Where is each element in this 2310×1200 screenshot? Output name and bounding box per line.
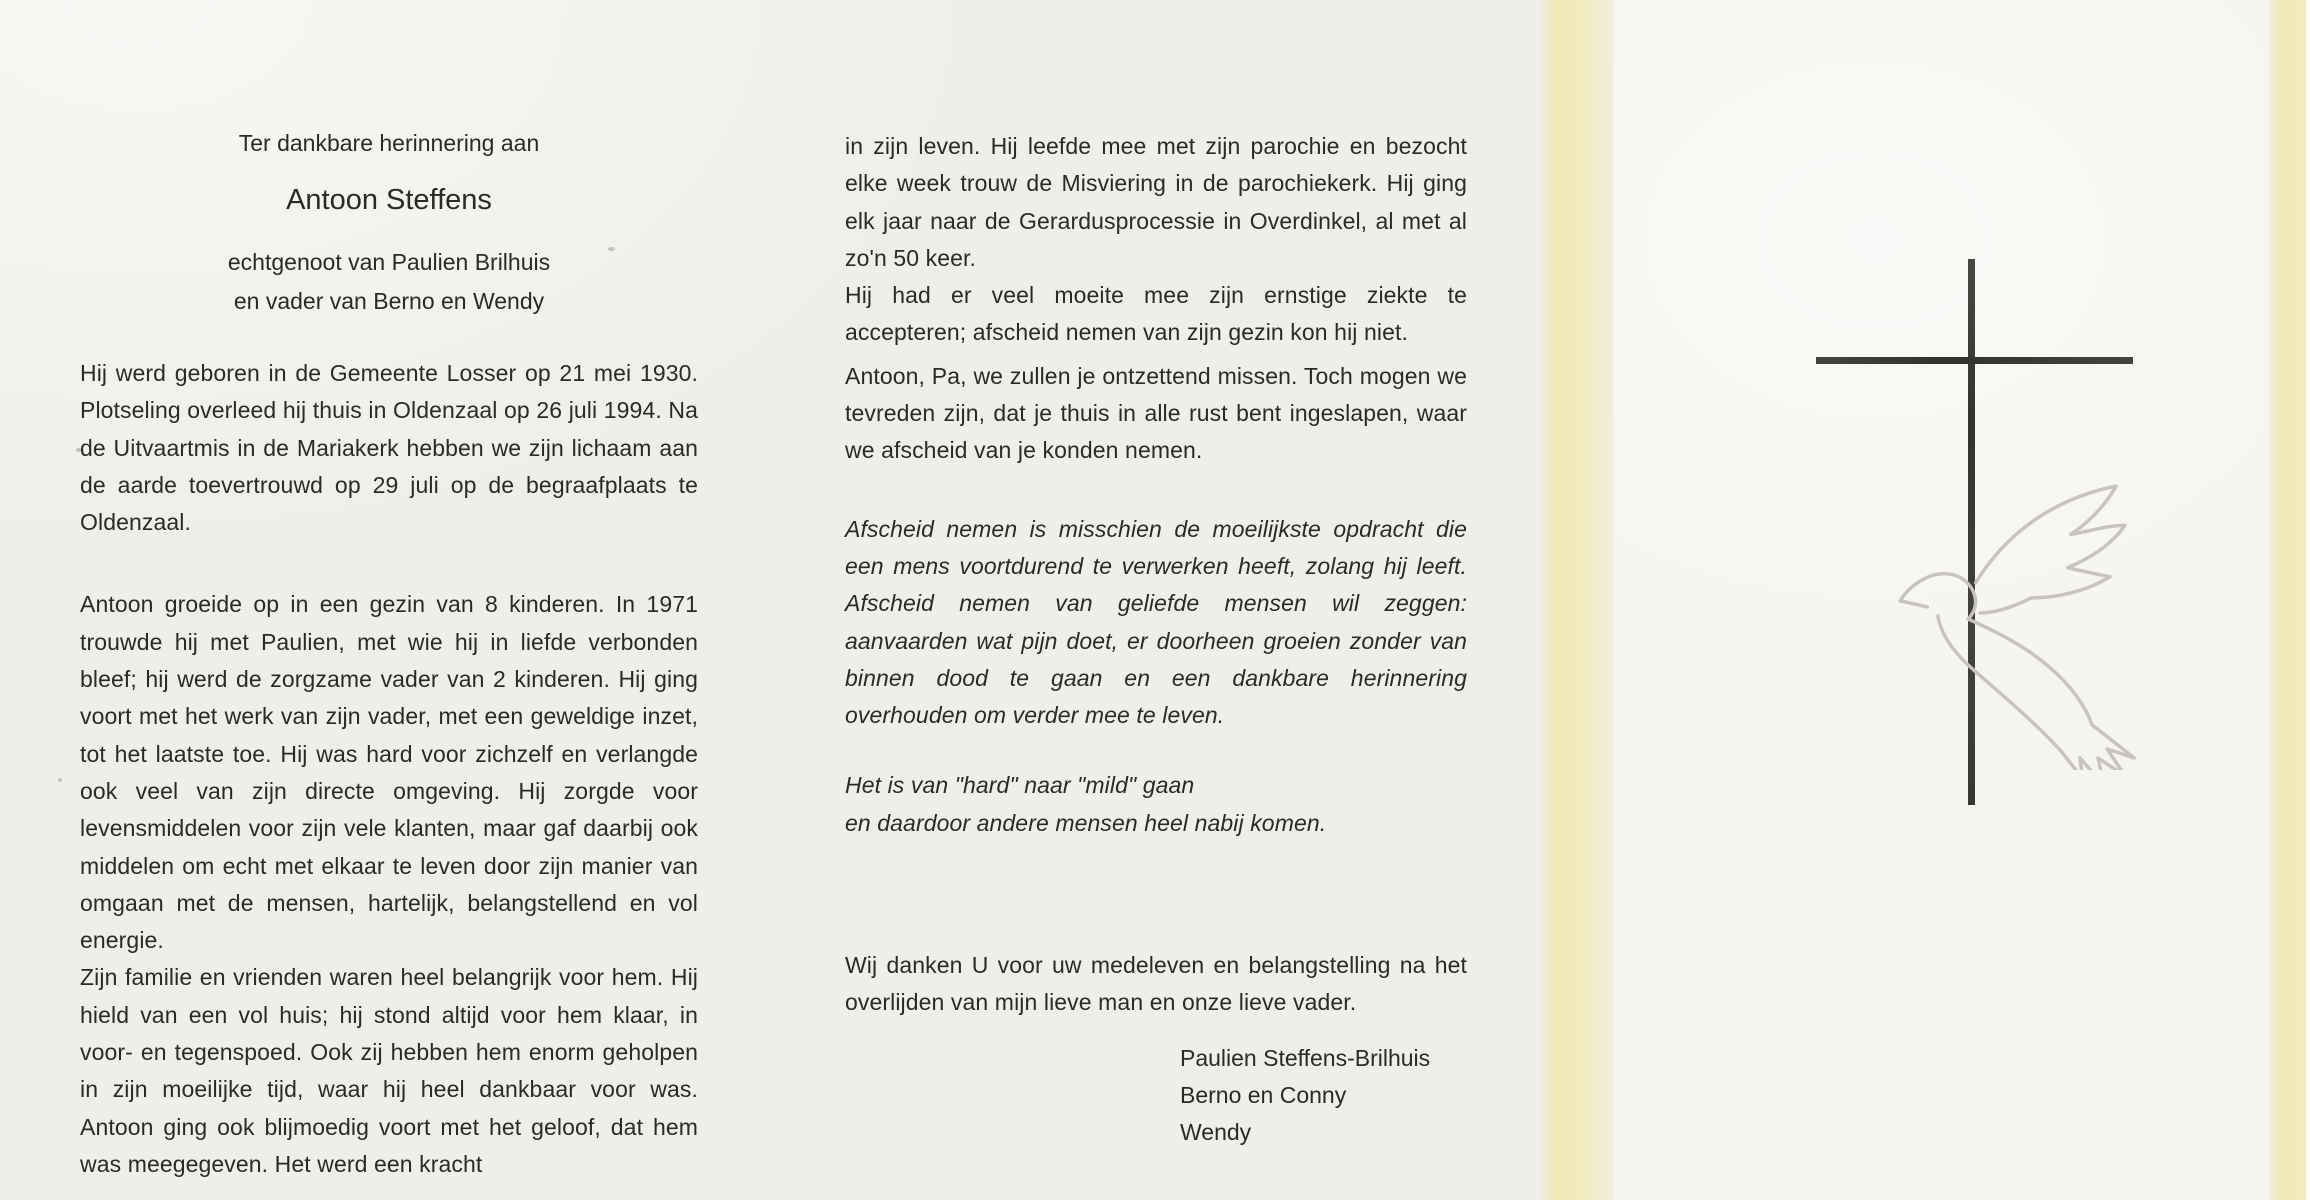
relation-line-spouse: echtgenoot van Paulien Brilhuis xyxy=(227,249,551,275)
left-page-body xyxy=(80,355,698,1183)
signature-line: Paulien Steffens-Brilhuis xyxy=(1180,1044,1431,1071)
fold-strip-middle xyxy=(1540,0,1614,1200)
cross-horizontal-bar xyxy=(1816,357,2133,364)
dove-icon xyxy=(1884,468,2176,770)
biography-paragraph: Hij had er veel moeite mee zijn ernstige ziekte te accepteren; afscheid nemen van zijn gezin kon hij niet. xyxy=(845,282,1467,346)
fold-strip-right xyxy=(2268,0,2306,1200)
acknowledgement-paragraph: Wij danken U voor uw medeleven en belangstelling na het overlijden van mijn lieve man en onze lieve vader. xyxy=(845,952,1467,1016)
scan-edge-sliver xyxy=(2306,0,2310,1200)
farewell-paragraph: Antoon, Pa, we zullen je ontzettend missen. Toch mogen we tevreden zijn, dat je thuis in alle rust bent ingeslapen, waar we afscheid van je konden nemen. xyxy=(845,362,1467,464)
reflection-paragraph: Afscheid nemen is misschien de moeilijkste opdracht die een mens voortdurend te verwerken heeft, zolang hij leeft. Afscheid nemen van geliefde mensen wil zeggen: aanvaarden wat pijn doet, er doorheen groeien zonder van binnen dood te gaan en een dankbare herinnering overhouden om verder mee te leven. xyxy=(845,515,1467,729)
biography-paragraph: Zijn familie en vrienden waren heel belangrijk voor hem. Hij hield van een vol huis; hij stond altijd voor hem klaar, in voor- en tegenspoed. Ook zij hebben hem enorm geholpen in zijn moeilijke tijd, waar hij heel dankbaar voor was. Antoon ging ook blijmoedig voort met het geloof, dat hem was meegegeven. Het werd een kracht xyxy=(80,964,698,1177)
scan-speck xyxy=(76,448,81,452)
signature-line: Berno en Conny xyxy=(1180,1081,1347,1108)
middle-page xyxy=(845,128,1467,1151)
scan-speck xyxy=(608,247,615,251)
biography-paragraph: Hij werd geboren in de Gemeente Losser op 21 mei 1930. Plotseling overleed hij thuis in Oldenzaal op 26 juli 1994. Na de Uitvaartmis in de Mariakerk hebben we zijn lichaam aan de aarde toevertrouwd op 29 juli op de begraafplaats te Oldenzaal. xyxy=(80,360,698,536)
biography-paragraph-continued: in zijn leven. Hij leefde mee met zijn parochie en bezocht elke week trouw de Misviering in de parochiekerk. Hij ging elk jaar naar de Gerardusprocessie in Overdinkel, al met al zo'n 50 keer. xyxy=(845,133,1467,271)
quote-line: Het is van "hard" naar "mild" gaan xyxy=(845,772,1195,799)
quote-line: en daardoor andere mensen heel nabij komen. xyxy=(845,809,1327,836)
dedication-line: Ter dankbare herinnering aan xyxy=(238,130,540,156)
left-page xyxy=(80,128,698,1183)
quote-block xyxy=(845,767,1467,842)
relation-line-children: en vader van Berno en Wendy xyxy=(233,288,545,314)
biography-paragraph: Antoon groeide op in een gezin van 8 kinderen. In 1971 trouwde hij met Paulien, met wie hij in liefde verbonden bleef; hij werd de zorgzame vader van 2 kinderen. Hij ging voort met het werk van zijn vader, met een geweldige inzet, tot het laatste toe. Hij was hard voor zichzelf en verlangde ook veel van zijn directe omgeving. Hij zorgde voor levensmiddelen voor zijn vele klanten, maar gaf daarbij ook middelen om echt met elkaar te leven door zijn manier van omgaan met de mensen, hartelijk, belangstellend en vol energie. xyxy=(80,591,698,954)
signature-line: Wendy xyxy=(1180,1118,1252,1145)
deceased-name: Antoon Steffens xyxy=(286,184,492,216)
signature-block xyxy=(845,1040,1467,1151)
dedication-header xyxy=(80,128,698,321)
scan-speck xyxy=(58,778,62,782)
